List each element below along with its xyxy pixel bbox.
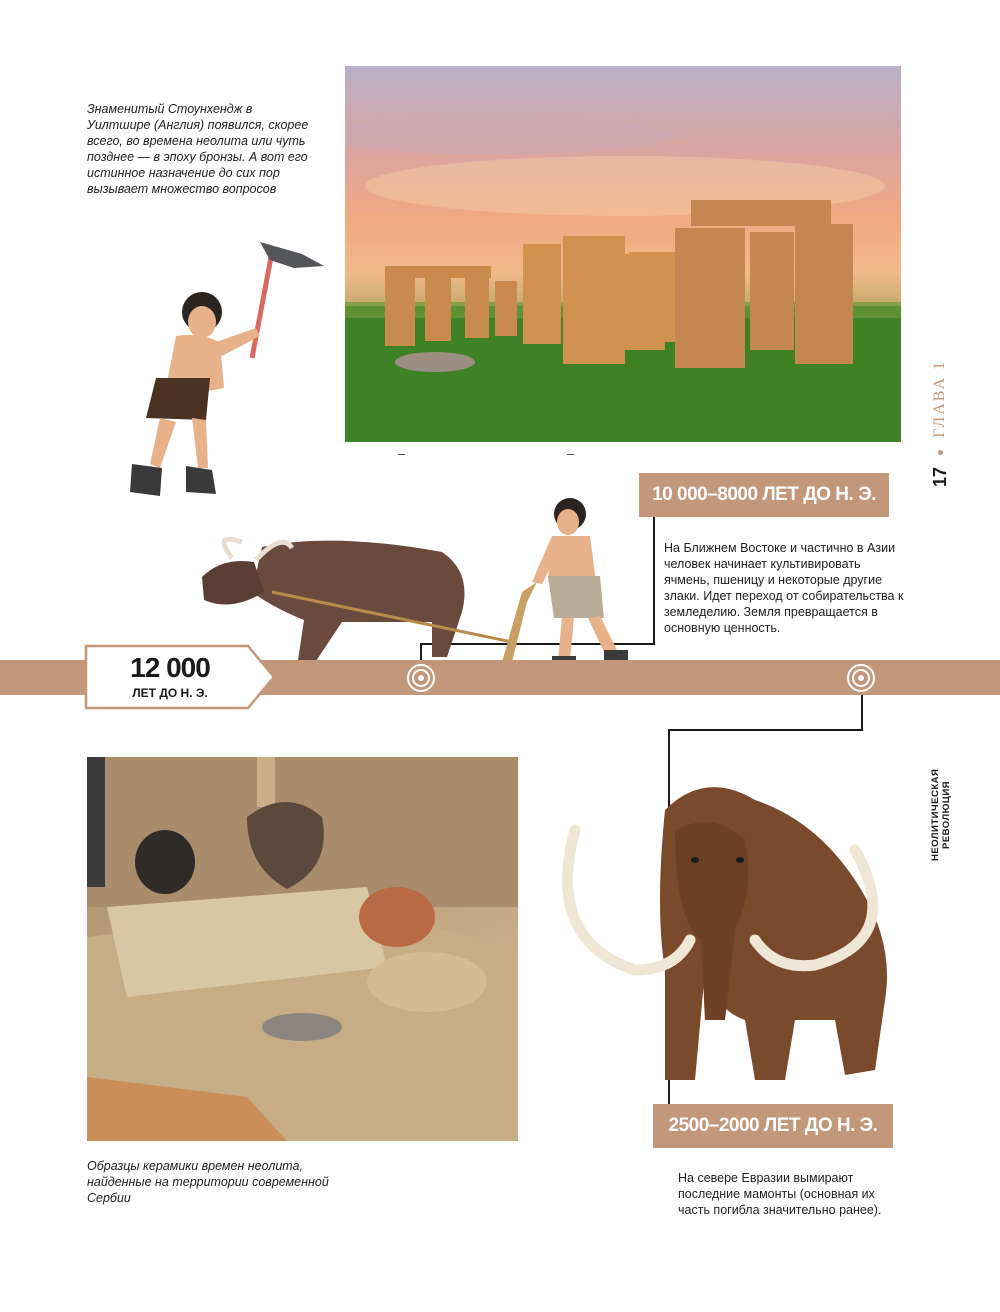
chapter-sidebar: [920, 360, 960, 540]
chapter-separator-dot: [938, 450, 943, 455]
stonehenge-photo: [345, 66, 901, 442]
event1-description: На Ближнем Востоке и частично в Азии человек начинает культивировать ячмень, пшеницу и некоторые другие злаки. Идет переход от собирательства к земледелию. Земля превращается в основную ценность.: [664, 541, 904, 635]
pottery-photo: [87, 757, 518, 1141]
timeline-start-unit: ЛЕТ ДО Н. Э.: [132, 686, 208, 700]
chapter-title: ГЛАВА 1: [931, 360, 948, 438]
stonehenge-illustration: [345, 66, 901, 442]
divider-mark: [398, 454, 405, 455]
event2-description: На севере Евразии вымирают последние мамонты (основная их часть погибла значительно ранее).: [678, 1171, 882, 1217]
timeline-marker-1: [406, 663, 436, 693]
event1-date-label: 10 000–8000 ЛЕТ ДО Н. Э.: [639, 473, 889, 517]
page-number: 17: [929, 466, 950, 487]
pottery-caption: Образцы керамики времен неолита, найденные на территории современной Сербии: [87, 1159, 329, 1205]
divider-mark: [567, 454, 574, 455]
section-title: НЕОЛИТИЧЕСКАЯ РЕВОЛЮЦИЯ: [930, 768, 952, 862]
pottery-illustration: [87, 757, 518, 1141]
stonehenge-caption: Знаменитый Стоунхендж в Уилтшире (Англия) появился, скорее всего, во времена неолита или чуть позднее — в эпоху бронзы. А вот его истинное назначение до сих пор вызывает множество вопросов: [87, 102, 309, 196]
timeline-marker-2: [846, 663, 876, 693]
mammoth-illustration: [555, 770, 910, 1090]
event2-connector-horizontal: [668, 729, 863, 731]
caveman-with-axe-illustration: [120, 238, 330, 503]
event2-connector-stub: [861, 695, 863, 730]
event1-connector-vertical: [653, 517, 655, 645]
event2-date-label: 2500–2000 ЛЕТ ДО Н. Э.: [653, 1104, 893, 1148]
timeline-start-number: 12 000: [130, 652, 210, 683]
